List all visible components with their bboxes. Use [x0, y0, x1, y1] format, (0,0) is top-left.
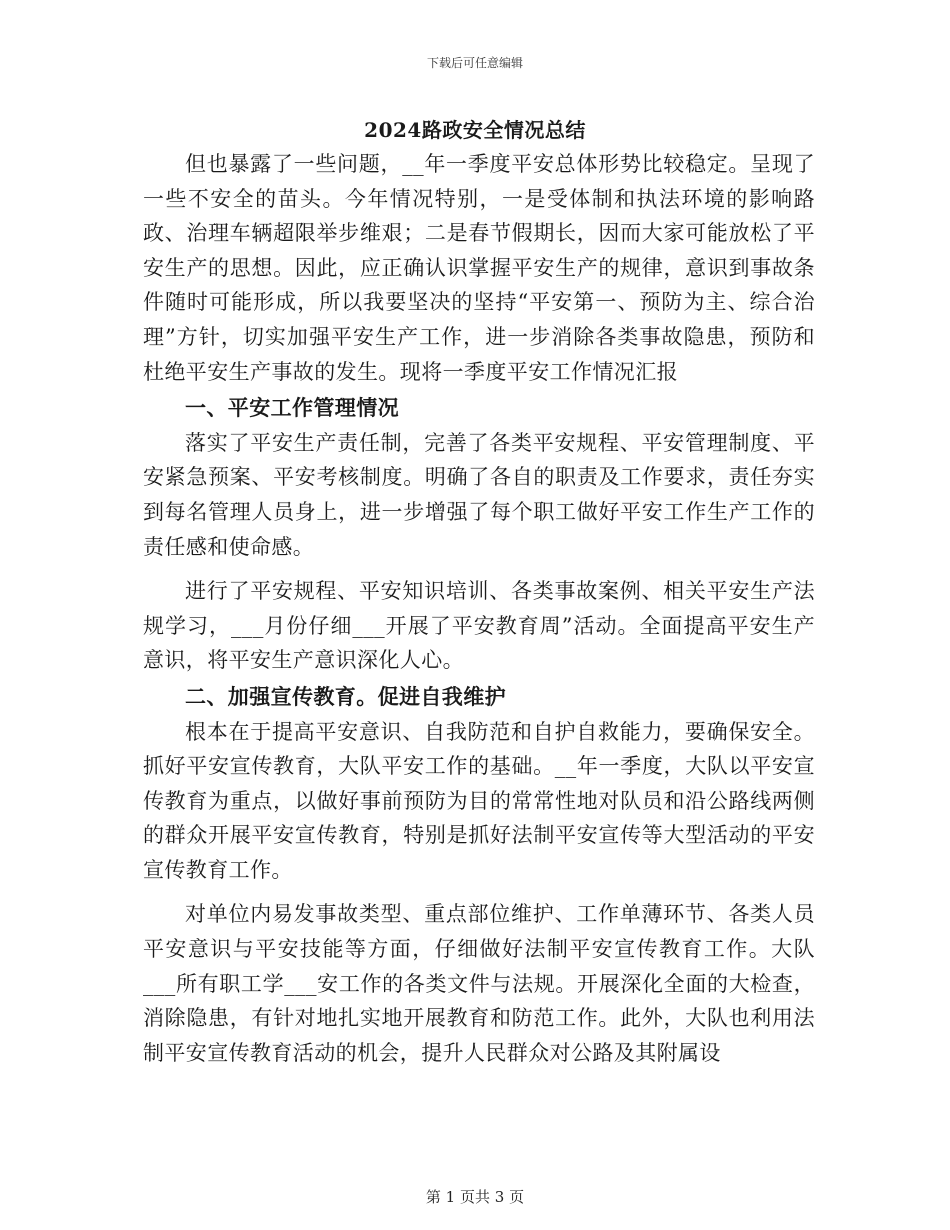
paragraph-education: 根本在于提高平安意识、自我防范和自护自救能力，要确保安全。抓好平安宣传教育，大队平安工作的基础。__年一季度，大队以平安宣传教育为重点，以做好事前预防为目的常常性地对队员和沿公路线两侧的群众开展平安宣传教育，特别是抓好法制平安宣传等大型活动的平安宣传教育工作。 [143, 719, 815, 882]
document-body [143, 147, 815, 1070]
header-note: 下载后可任意编辑 [426, 56, 523, 70]
paragraph-intro: 但也暴露了一些问题，__年一季度平安总体形势比较稳定。呈现了一些不安全的苗头。今年情况特别，一是受体制和执法环境的影响路政、治理车辆超限举步维艰；二是春节假期长，因而大家可能放松了平安生产的思想。因此，应正确认识掌握平安生产的规律，意识到事故条件随时可能形成，所以我要坚决的坚持“平安第一、预防为主、综合治理”方针，切实加强平安生产工作，进一步消除各类事故隐患，预防和杜绝平安生产事故的发生。现将一季度平安工作情况汇报 [143, 152, 815, 384]
paragraph-inspection: 对单位内易发事故类型、重点部位维护、工作单薄环节、各类人员平安意识与平安技能等方面，仔细做好法制平安宣传教育工作。大队___所有职工学___安工作的各类文件与法规。开展深化全面的大检查，消除隐患，有针对地扎实地开展教育和防范工作。此外，大队也利用法制平安宣传教育活动的机会，提升人民群众对公路及其附属设 [143, 902, 815, 1065]
page-number: 第 1 页共 3 页 [425, 1188, 525, 1206]
section-heading-1: 一、平安工作管理情况 [185, 395, 399, 421]
paragraph-training: 进行了平安规程、平安知识培训、各类事故案例、相关平安生产法规学习，___月份仔细___开展了平安教育周”活动。全面提高平安生产意识，将平安生产意识深化人心。 [143, 579, 815, 673]
section-heading-2: 二、加强宣传教育。促进自我维护 [185, 683, 506, 709]
paragraph-responsibility: 落实了平安生产责任制，完善了各类平安规程、平安管理制度、平安紧急预案、平安考核制度。明确了各自的职责及工作要求，责任夯实到每名管理人员身上，进一步增强了每个职工做好平安工作生产工作的责任感和使命感。 [143, 430, 815, 559]
document-title: 2024路政安全情况总结 [364, 118, 586, 142]
